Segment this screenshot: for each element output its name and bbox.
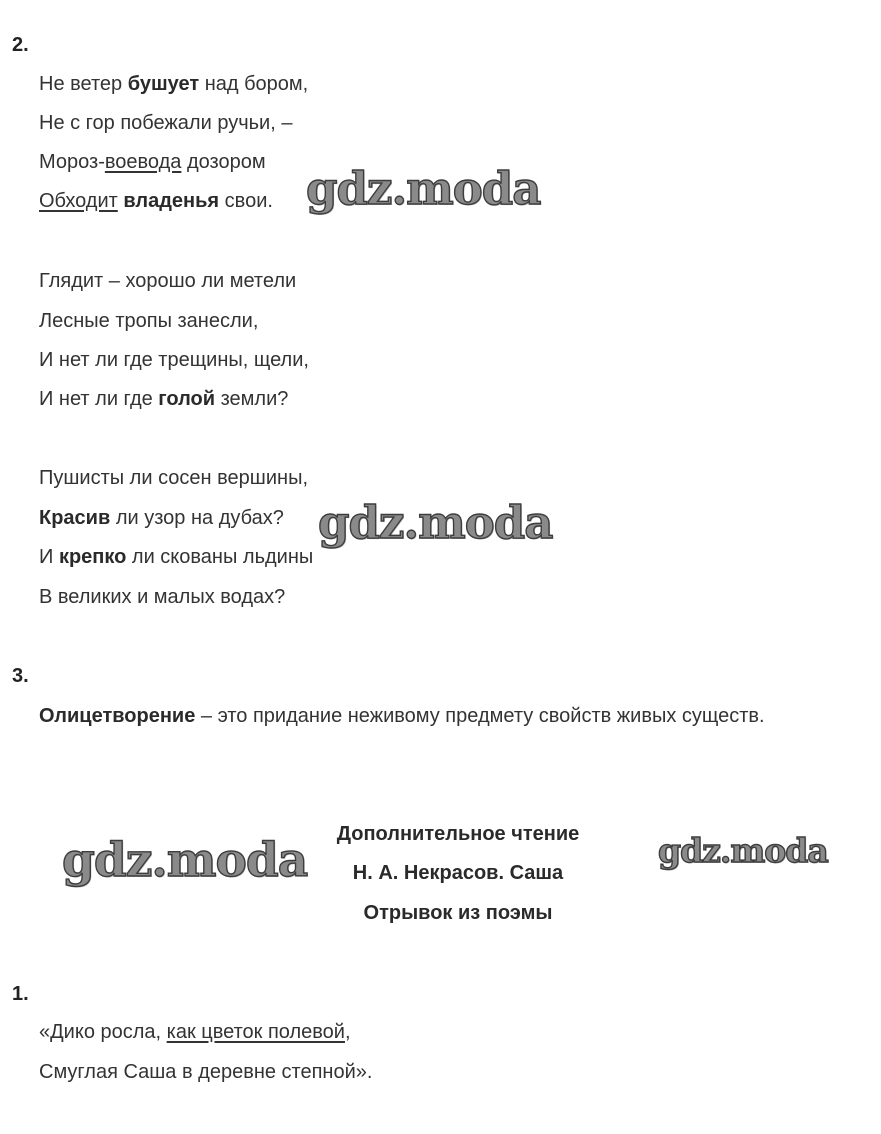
poem-line: Пушисты ли сосен вершины, xyxy=(39,467,308,489)
definition-term: Олицетворение xyxy=(39,705,196,727)
poem-line: Смуглая Саша в деревне степной». xyxy=(39,1061,373,1083)
section-number: 3. xyxy=(12,665,29,687)
section-number: 2. xyxy=(12,34,29,56)
poem-line: И крепко ли скованы льдины xyxy=(39,546,314,568)
poem-line: И нет ли где голой земли? xyxy=(39,388,289,410)
poem-line: И нет ли где трещины, щели, xyxy=(39,349,309,371)
watermark-logo: gdz.moda xyxy=(318,496,553,549)
underlined-word: воевода xyxy=(104,151,182,173)
poem-line: «Дико росла, как цветок полевой, xyxy=(39,1021,351,1043)
poem-line: Лесные тропы занесли, xyxy=(39,310,259,332)
poem-line: Обходит владенья свои. xyxy=(39,190,273,212)
poem-line: Не с гор побежали ручьи, – xyxy=(39,112,293,134)
watermark-logo: gdz.moda xyxy=(62,833,308,888)
work-title: Н. А. Некрасов. Саша xyxy=(352,862,564,884)
watermark-logo: gdz.moda xyxy=(306,162,541,215)
underlined-phrase: как цветок полевой xyxy=(166,1021,345,1043)
section-number: 1. xyxy=(12,983,29,1005)
extra-reading-heading: Дополнительное чтение xyxy=(336,823,580,845)
watermark-logo: gdz.moda xyxy=(658,831,828,870)
poem-line: Глядит – хорошо ли метели xyxy=(39,270,297,292)
definition-line xyxy=(39,704,765,728)
underlined-word: Обходит xyxy=(39,190,118,212)
poem-line: Красив ли узор на дубах? xyxy=(39,507,284,529)
definition-text: – это придание неживому предмету свойств живых существ. xyxy=(195,705,765,727)
highlighted-word: владенья xyxy=(123,190,220,212)
highlighted-word: крепко xyxy=(58,546,127,568)
highlighted-word: голой xyxy=(158,388,216,410)
poem-line: Мороз-воевода дозором xyxy=(39,151,266,173)
poem-line: В великих и малых водах? xyxy=(39,586,286,608)
highlighted-word: бушует xyxy=(127,73,200,95)
work-subtitle: Отрывок из поэмы xyxy=(363,902,553,924)
highlighted-word: Красив xyxy=(39,507,111,529)
poem-line: Не ветер бушует над бором, xyxy=(39,73,309,95)
